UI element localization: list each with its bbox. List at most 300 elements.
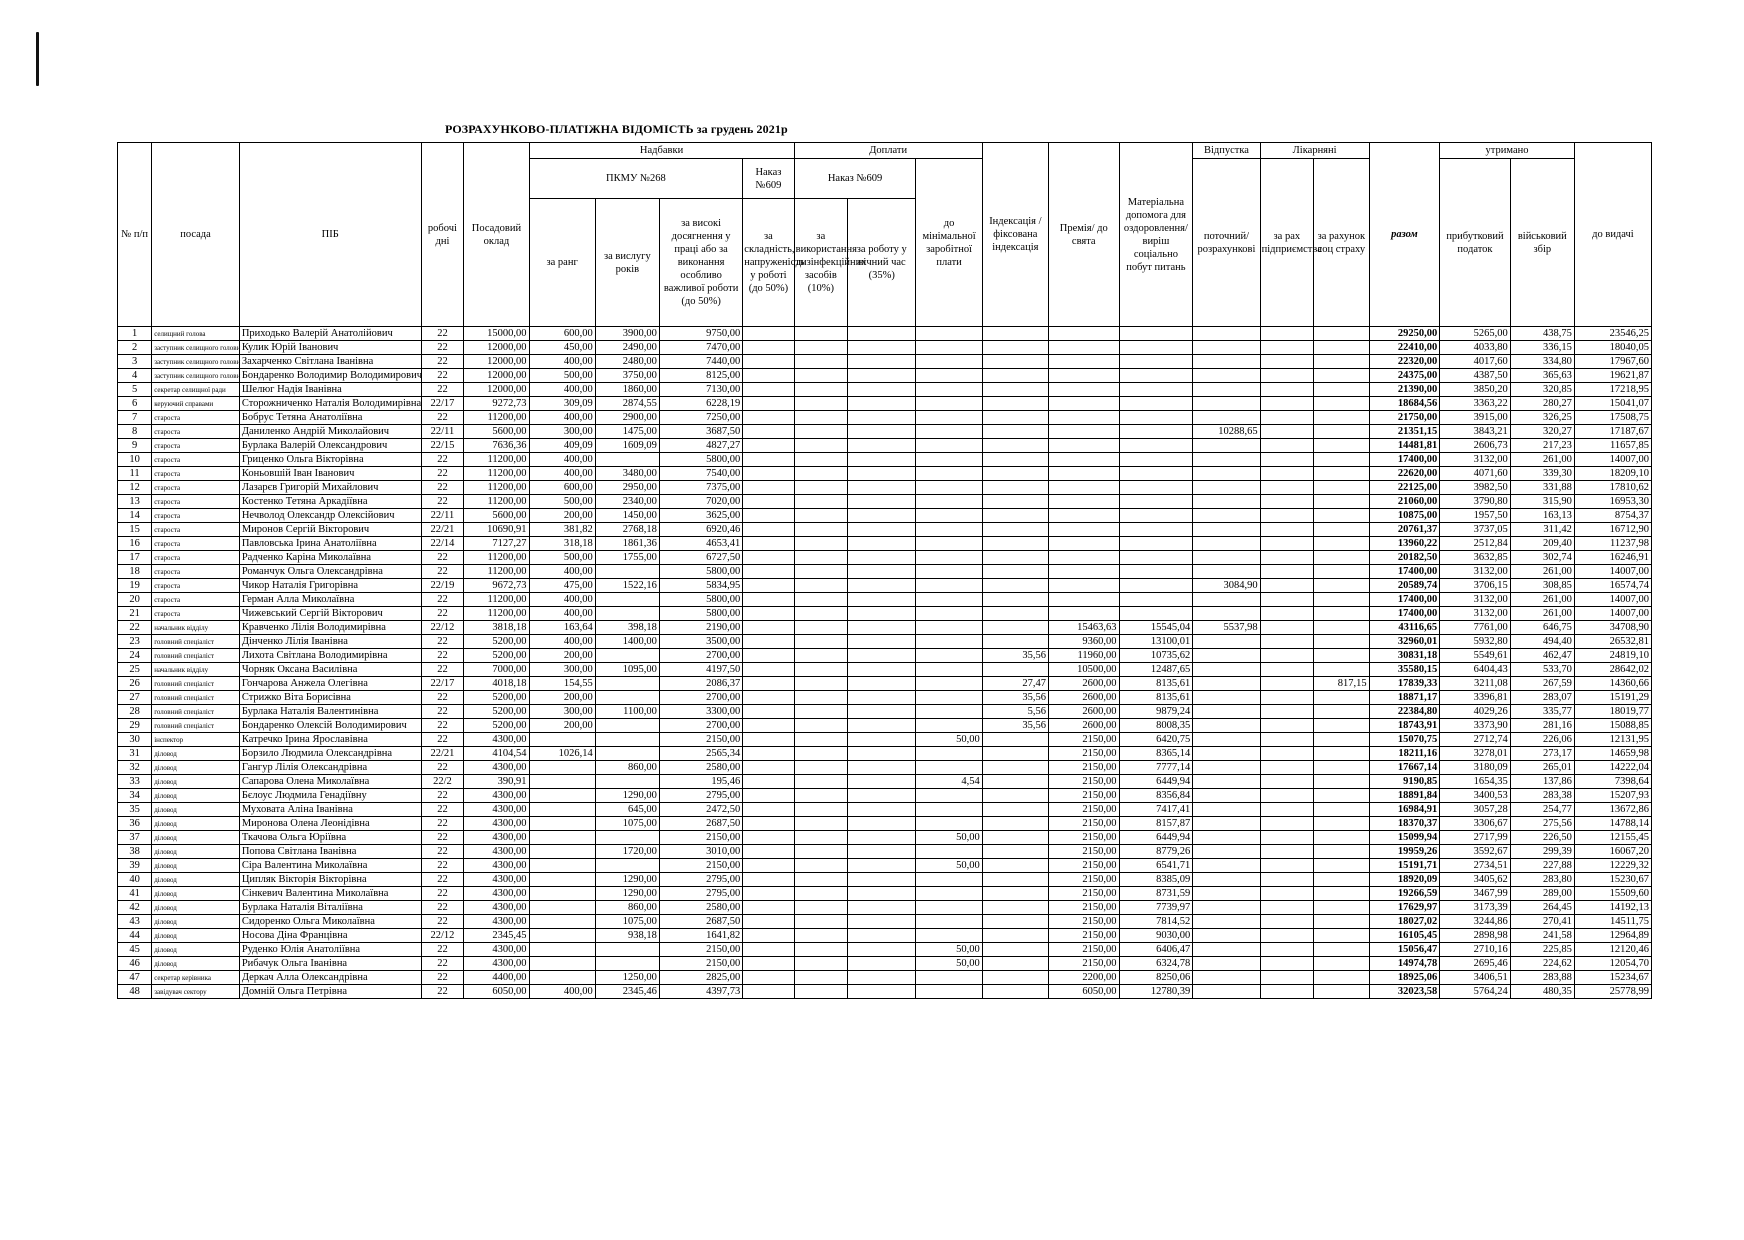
row-salary: 4300,00 <box>464 761 529 775</box>
row-tax: 5265,00 <box>1440 327 1511 341</box>
row-rank: 400,00 <box>529 453 595 467</box>
row-disinf <box>794 733 847 747</box>
row-position: заступник селищного голови <box>152 369 240 383</box>
row-index <box>982 551 1048 565</box>
row-salary: 5200,00 <box>464 719 529 733</box>
row-number: 41 <box>118 887 152 901</box>
row-total: 10875,00 <box>1369 509 1440 523</box>
row-name: Миронова Олена Леонідівна <box>239 817 421 831</box>
row-vacation <box>1193 341 1260 355</box>
row-military: 299,39 <box>1510 845 1574 859</box>
row-bonus: 10500,00 <box>1048 663 1119 677</box>
row-bonus <box>1048 607 1119 621</box>
row-salary: 11200,00 <box>464 495 529 509</box>
table-row <box>118 845 1652 859</box>
row-name: Гриценко Ольга Вікторівна <box>239 453 421 467</box>
row-sick-ent <box>1260 537 1313 551</box>
header-sick: Лікарняні <box>1260 143 1369 159</box>
row-salary: 12000,00 <box>464 369 529 383</box>
row-seniority: 2340,00 <box>595 495 659 509</box>
row-position: староста <box>152 411 240 425</box>
row-high: 7130,00 <box>659 383 742 397</box>
row-seniority <box>595 453 659 467</box>
row-night <box>848 411 916 425</box>
row-payout: 14788,14 <box>1574 817 1651 831</box>
row-tax: 3915,00 <box>1440 411 1511 425</box>
row-number: 9 <box>118 439 152 453</box>
row-sick-fund <box>1314 537 1370 551</box>
row-total: 22620,00 <box>1369 467 1440 481</box>
row-index <box>982 929 1048 943</box>
row-rank <box>529 887 595 901</box>
row-military: 331,88 <box>1510 481 1574 495</box>
row-name: Кравченко Лілія Володимирівна <box>239 621 421 635</box>
row-total: 15191,71 <box>1369 859 1440 873</box>
row-days: 22/19 <box>421 579 464 593</box>
row-sick-ent <box>1260 901 1313 915</box>
row-aid: 8157,87 <box>1119 817 1193 831</box>
row-index <box>982 887 1048 901</box>
row-disinf <box>794 817 847 831</box>
row-aid: 8779,26 <box>1119 845 1193 859</box>
table-row <box>118 789 1652 803</box>
row-name: Попова Світлана Іванівна <box>239 845 421 859</box>
row-position: діловод <box>152 887 240 901</box>
row-bonus: 2150,00 <box>1048 859 1119 873</box>
row-night <box>848 523 916 537</box>
row-vacation <box>1193 873 1260 887</box>
row-rank <box>529 971 595 985</box>
row-vacation <box>1193 551 1260 565</box>
row-seniority <box>595 719 659 733</box>
row-minwage <box>916 369 982 383</box>
row-position: головний спеціаліст <box>152 677 240 691</box>
row-sick-ent <box>1260 327 1313 341</box>
row-position: староста <box>152 551 240 565</box>
row-military: 209,40 <box>1510 537 1574 551</box>
row-days: 22 <box>421 789 464 803</box>
row-seniority: 1075,00 <box>595 817 659 831</box>
row-disinf <box>794 467 847 481</box>
row-night <box>848 761 916 775</box>
row-days: 22 <box>421 593 464 607</box>
row-total: 18871,17 <box>1369 691 1440 705</box>
row-high: 2565,34 <box>659 747 742 761</box>
row-night <box>848 355 916 369</box>
row-position: діловод <box>152 761 240 775</box>
row-aid: 8135,61 <box>1119 677 1193 691</box>
row-name: Лазарєв Григорій Михайлович <box>239 481 421 495</box>
row-rank: 381,82 <box>529 523 595 537</box>
header-salary: Посадовий оклад <box>464 143 529 327</box>
row-minwage: 50,00 <box>916 831 982 845</box>
row-bonus <box>1048 509 1119 523</box>
row-complex <box>743 355 794 369</box>
row-days: 22 <box>421 551 464 565</box>
row-aid: 13100,01 <box>1119 635 1193 649</box>
row-payout: 13672,86 <box>1574 803 1651 817</box>
row-vacation <box>1193 383 1260 397</box>
row-bonus <box>1048 383 1119 397</box>
row-complex <box>743 929 794 943</box>
row-sick-fund <box>1314 887 1370 901</box>
row-complex <box>743 495 794 509</box>
row-bonus: 11960,00 <box>1048 649 1119 663</box>
row-number: 48 <box>118 985 152 999</box>
row-name: Романчук Ольга Олександрівна <box>239 565 421 579</box>
row-days: 22 <box>421 649 464 663</box>
header-pkmu: ПКМУ №268 <box>529 159 743 199</box>
row-military: 227,88 <box>1510 859 1574 873</box>
row-bonus: 2150,00 <box>1048 789 1119 803</box>
row-aid: 10735,62 <box>1119 649 1193 663</box>
row-aid <box>1119 411 1193 425</box>
row-disinf <box>794 327 847 341</box>
row-salary: 9672,73 <box>464 579 529 593</box>
row-payout: 14007,00 <box>1574 593 1651 607</box>
row-complex <box>743 817 794 831</box>
row-name: Сіра Валентина Миколаївна <box>239 859 421 873</box>
table-row <box>118 565 1652 579</box>
row-total: 18743,91 <box>1369 719 1440 733</box>
row-minwage <box>916 397 982 411</box>
row-index <box>982 775 1048 789</box>
row-vacation <box>1193 705 1260 719</box>
row-complex <box>743 887 794 901</box>
row-salary: 5200,00 <box>464 635 529 649</box>
row-seniority: 3750,00 <box>595 369 659 383</box>
row-days: 22 <box>421 565 464 579</box>
row-total: 17667,14 <box>1369 761 1440 775</box>
row-index <box>982 873 1048 887</box>
row-night <box>848 677 916 691</box>
row-vacation <box>1193 691 1260 705</box>
row-index <box>982 579 1048 593</box>
row-sick-fund <box>1314 621 1370 635</box>
header-complex: за складність, напруженість у роботі (до 50%) <box>743 199 794 327</box>
table-row <box>118 551 1652 565</box>
row-index <box>982 467 1048 481</box>
row-rank <box>529 957 595 971</box>
row-total: 20589,74 <box>1369 579 1440 593</box>
row-complex <box>743 621 794 635</box>
row-high: 5834,95 <box>659 579 742 593</box>
row-index <box>982 495 1048 509</box>
row-military: 226,06 <box>1510 733 1574 747</box>
row-rank: 475,00 <box>529 579 595 593</box>
row-total: 9190,85 <box>1369 775 1440 789</box>
row-index <box>982 831 1048 845</box>
table-row <box>118 481 1652 495</box>
header-position: посада <box>152 143 240 327</box>
row-bonus: 2150,00 <box>1048 957 1119 971</box>
row-tax: 2710,16 <box>1440 943 1511 957</box>
row-seniority: 1290,00 <box>595 789 659 803</box>
row-index <box>982 565 1048 579</box>
row-total: 16105,45 <box>1369 929 1440 943</box>
row-rank: 400,00 <box>529 607 595 621</box>
row-days: 22 <box>421 803 464 817</box>
row-sick-fund <box>1314 327 1370 341</box>
header-tax: прибутковий податок <box>1440 159 1511 327</box>
row-sick-fund <box>1314 663 1370 677</box>
row-rank: 600,00 <box>529 481 595 495</box>
row-bonus: 2150,00 <box>1048 887 1119 901</box>
row-complex <box>743 719 794 733</box>
row-military: 283,07 <box>1510 691 1574 705</box>
row-index <box>982 355 1048 369</box>
row-tax: 3057,28 <box>1440 803 1511 817</box>
table-row <box>118 327 1652 341</box>
row-total: 13960,22 <box>1369 537 1440 551</box>
row-number: 3 <box>118 355 152 369</box>
row-night <box>848 775 916 789</box>
row-night <box>848 453 916 467</box>
row-disinf <box>794 341 847 355</box>
row-night <box>848 943 916 957</box>
row-days: 22 <box>421 691 464 705</box>
row-index <box>982 621 1048 635</box>
row-name: Нечволод Олександр Олексійович <box>239 509 421 523</box>
row-total: 43116,65 <box>1369 621 1440 635</box>
row-total: 19959,26 <box>1369 845 1440 859</box>
row-position: начальник відділу <box>152 621 240 635</box>
row-tax: 2606,73 <box>1440 439 1511 453</box>
row-night <box>848 467 916 481</box>
row-payout: 19621,87 <box>1574 369 1651 383</box>
row-high: 4197,50 <box>659 663 742 677</box>
row-high: 2795,00 <box>659 873 742 887</box>
row-sick-ent <box>1260 873 1313 887</box>
row-sick-fund <box>1314 831 1370 845</box>
row-name: Павловська Ірина Анатоліївна <box>239 537 421 551</box>
row-minwage <box>916 523 982 537</box>
row-minwage <box>916 873 982 887</box>
table-row <box>118 747 1652 761</box>
row-vacation <box>1193 677 1260 691</box>
row-days: 22/17 <box>421 397 464 411</box>
table-row <box>118 341 1652 355</box>
row-rank: 300,00 <box>529 663 595 677</box>
row-salary: 390,91 <box>464 775 529 789</box>
row-total: 29250,00 <box>1369 327 1440 341</box>
row-position: староста <box>152 467 240 481</box>
row-complex <box>743 439 794 453</box>
row-total: 17400,00 <box>1369 593 1440 607</box>
row-rank: 318,18 <box>529 537 595 551</box>
row-aid <box>1119 439 1193 453</box>
row-bonus <box>1048 453 1119 467</box>
row-night <box>848 341 916 355</box>
row-minwage <box>916 635 982 649</box>
row-salary: 2345,45 <box>464 929 529 943</box>
row-salary: 11200,00 <box>464 565 529 579</box>
row-tax: 3400,53 <box>1440 789 1511 803</box>
row-military: 270,41 <box>1510 915 1574 929</box>
row-number: 29 <box>118 719 152 733</box>
row-minwage: 50,00 <box>916 943 982 957</box>
row-high: 4397,73 <box>659 985 742 999</box>
row-sick-fund <box>1314 355 1370 369</box>
row-disinf <box>794 439 847 453</box>
row-tax: 3850,20 <box>1440 383 1511 397</box>
row-rank: 154,55 <box>529 677 595 691</box>
row-aid: 8008,35 <box>1119 719 1193 733</box>
row-name: Рибачук Ольга Іванівна <box>239 957 421 971</box>
row-night <box>848 957 916 971</box>
row-aid: 8135,61 <box>1119 691 1193 705</box>
row-payout: 12131,95 <box>1574 733 1651 747</box>
row-seniority <box>595 831 659 845</box>
row-salary: 12000,00 <box>464 383 529 397</box>
row-vacation <box>1193 467 1260 481</box>
row-salary: 6050,00 <box>464 985 529 999</box>
row-aid <box>1119 579 1193 593</box>
row-position: головний спеціаліст <box>152 719 240 733</box>
row-sick-ent <box>1260 845 1313 859</box>
row-high: 2086,37 <box>659 677 742 691</box>
row-night <box>848 719 916 733</box>
row-military: 320,27 <box>1510 425 1574 439</box>
row-index <box>982 509 1048 523</box>
header-bonus: Премія/ до свята <box>1048 143 1119 327</box>
row-seniority: 2874,55 <box>595 397 659 411</box>
row-disinf <box>794 397 847 411</box>
row-high: 2150,00 <box>659 831 742 845</box>
row-position: староста <box>152 453 240 467</box>
row-minwage <box>916 607 982 621</box>
row-rank: 400,00 <box>529 355 595 369</box>
row-sick-ent <box>1260 943 1313 957</box>
row-sick-fund <box>1314 453 1370 467</box>
row-complex <box>743 971 794 985</box>
row-high: 7250,00 <box>659 411 742 425</box>
row-aid: 9879,24 <box>1119 705 1193 719</box>
table-row <box>118 425 1652 439</box>
row-number: 36 <box>118 817 152 831</box>
row-minwage <box>916 425 982 439</box>
row-minwage <box>916 985 982 999</box>
row-high: 2150,00 <box>659 859 742 873</box>
row-seniority <box>595 565 659 579</box>
row-sick-ent <box>1260 607 1313 621</box>
row-tax: 7761,00 <box>1440 621 1511 635</box>
row-high: 4653,41 <box>659 537 742 551</box>
table-row <box>118 537 1652 551</box>
row-tax: 3373,90 <box>1440 719 1511 733</box>
row-days: 22 <box>421 705 464 719</box>
row-tax: 4029,26 <box>1440 705 1511 719</box>
row-bonus: 2150,00 <box>1048 873 1119 887</box>
row-night <box>848 607 916 621</box>
row-sick-fund <box>1314 957 1370 971</box>
row-disinf <box>794 691 847 705</box>
row-total: 18211,16 <box>1369 747 1440 761</box>
row-days: 22 <box>421 845 464 859</box>
row-sick-ent <box>1260 789 1313 803</box>
row-payout: 14659,98 <box>1574 747 1651 761</box>
row-payout: 28642,02 <box>1574 663 1651 677</box>
row-complex <box>743 369 794 383</box>
row-salary: 4300,00 <box>464 943 529 957</box>
row-index <box>982 369 1048 383</box>
row-seniority <box>595 775 659 789</box>
table-row <box>118 943 1652 957</box>
row-sick-fund <box>1314 635 1370 649</box>
row-seniority: 2345,46 <box>595 985 659 999</box>
row-days: 22/11 <box>421 509 464 523</box>
row-name: Сапарова Олена Миколаївна <box>239 775 421 789</box>
row-days: 22 <box>421 719 464 733</box>
row-military: 336,15 <box>1510 341 1574 355</box>
row-sick-fund <box>1314 565 1370 579</box>
row-total: 22320,00 <box>1369 355 1440 369</box>
row-aid: 6449,94 <box>1119 775 1193 789</box>
row-sick-fund <box>1314 579 1370 593</box>
row-minwage <box>916 803 982 817</box>
row-high: 7540,00 <box>659 467 742 481</box>
row-vacation <box>1193 957 1260 971</box>
row-payout: 14511,75 <box>1574 915 1651 929</box>
row-high: 2687,50 <box>659 817 742 831</box>
row-payout: 16953,30 <box>1574 495 1651 509</box>
row-vacation <box>1193 523 1260 537</box>
row-salary: 11200,00 <box>464 593 529 607</box>
row-minwage <box>916 789 982 803</box>
row-number: 32 <box>118 761 152 775</box>
row-name: Кулик Юрій Іванович <box>239 341 421 355</box>
row-days: 22 <box>421 411 464 425</box>
row-sick-ent <box>1260 691 1313 705</box>
row-payout: 17508,75 <box>1574 411 1651 425</box>
row-disinf <box>794 369 847 383</box>
row-high: 3625,00 <box>659 509 742 523</box>
row-payout: 12964,89 <box>1574 929 1651 943</box>
row-sick-ent <box>1260 985 1313 999</box>
row-index <box>982 439 1048 453</box>
table-row <box>118 523 1652 537</box>
row-disinf <box>794 803 847 817</box>
row-vacation <box>1193 761 1260 775</box>
row-disinf <box>794 607 847 621</box>
row-sick-ent <box>1260 397 1313 411</box>
row-complex <box>743 383 794 397</box>
row-night <box>848 425 916 439</box>
row-position: головний спеціаліст <box>152 635 240 649</box>
row-seniority <box>595 649 659 663</box>
row-position: діловод <box>152 817 240 831</box>
row-sick-fund <box>1314 593 1370 607</box>
row-name: Герман Алла Миколаївна <box>239 593 421 607</box>
row-number: 4 <box>118 369 152 383</box>
row-number: 42 <box>118 901 152 915</box>
row-sick-ent <box>1260 733 1313 747</box>
row-seniority: 860,00 <box>595 761 659 775</box>
row-total: 14974,78 <box>1369 957 1440 971</box>
table-row <box>118 509 1652 523</box>
row-tax: 3132,00 <box>1440 453 1511 467</box>
row-rank: 500,00 <box>529 551 595 565</box>
row-vacation <box>1193 649 1260 663</box>
row-name: Чорняк Оксана Василівна <box>239 663 421 677</box>
row-payout: 12229,32 <box>1574 859 1651 873</box>
row-tax: 3982,50 <box>1440 481 1511 495</box>
row-night <box>848 495 916 509</box>
row-sick-ent <box>1260 649 1313 663</box>
row-index: 27,47 <box>982 677 1048 691</box>
row-disinf <box>794 943 847 957</box>
table-row <box>118 467 1652 481</box>
